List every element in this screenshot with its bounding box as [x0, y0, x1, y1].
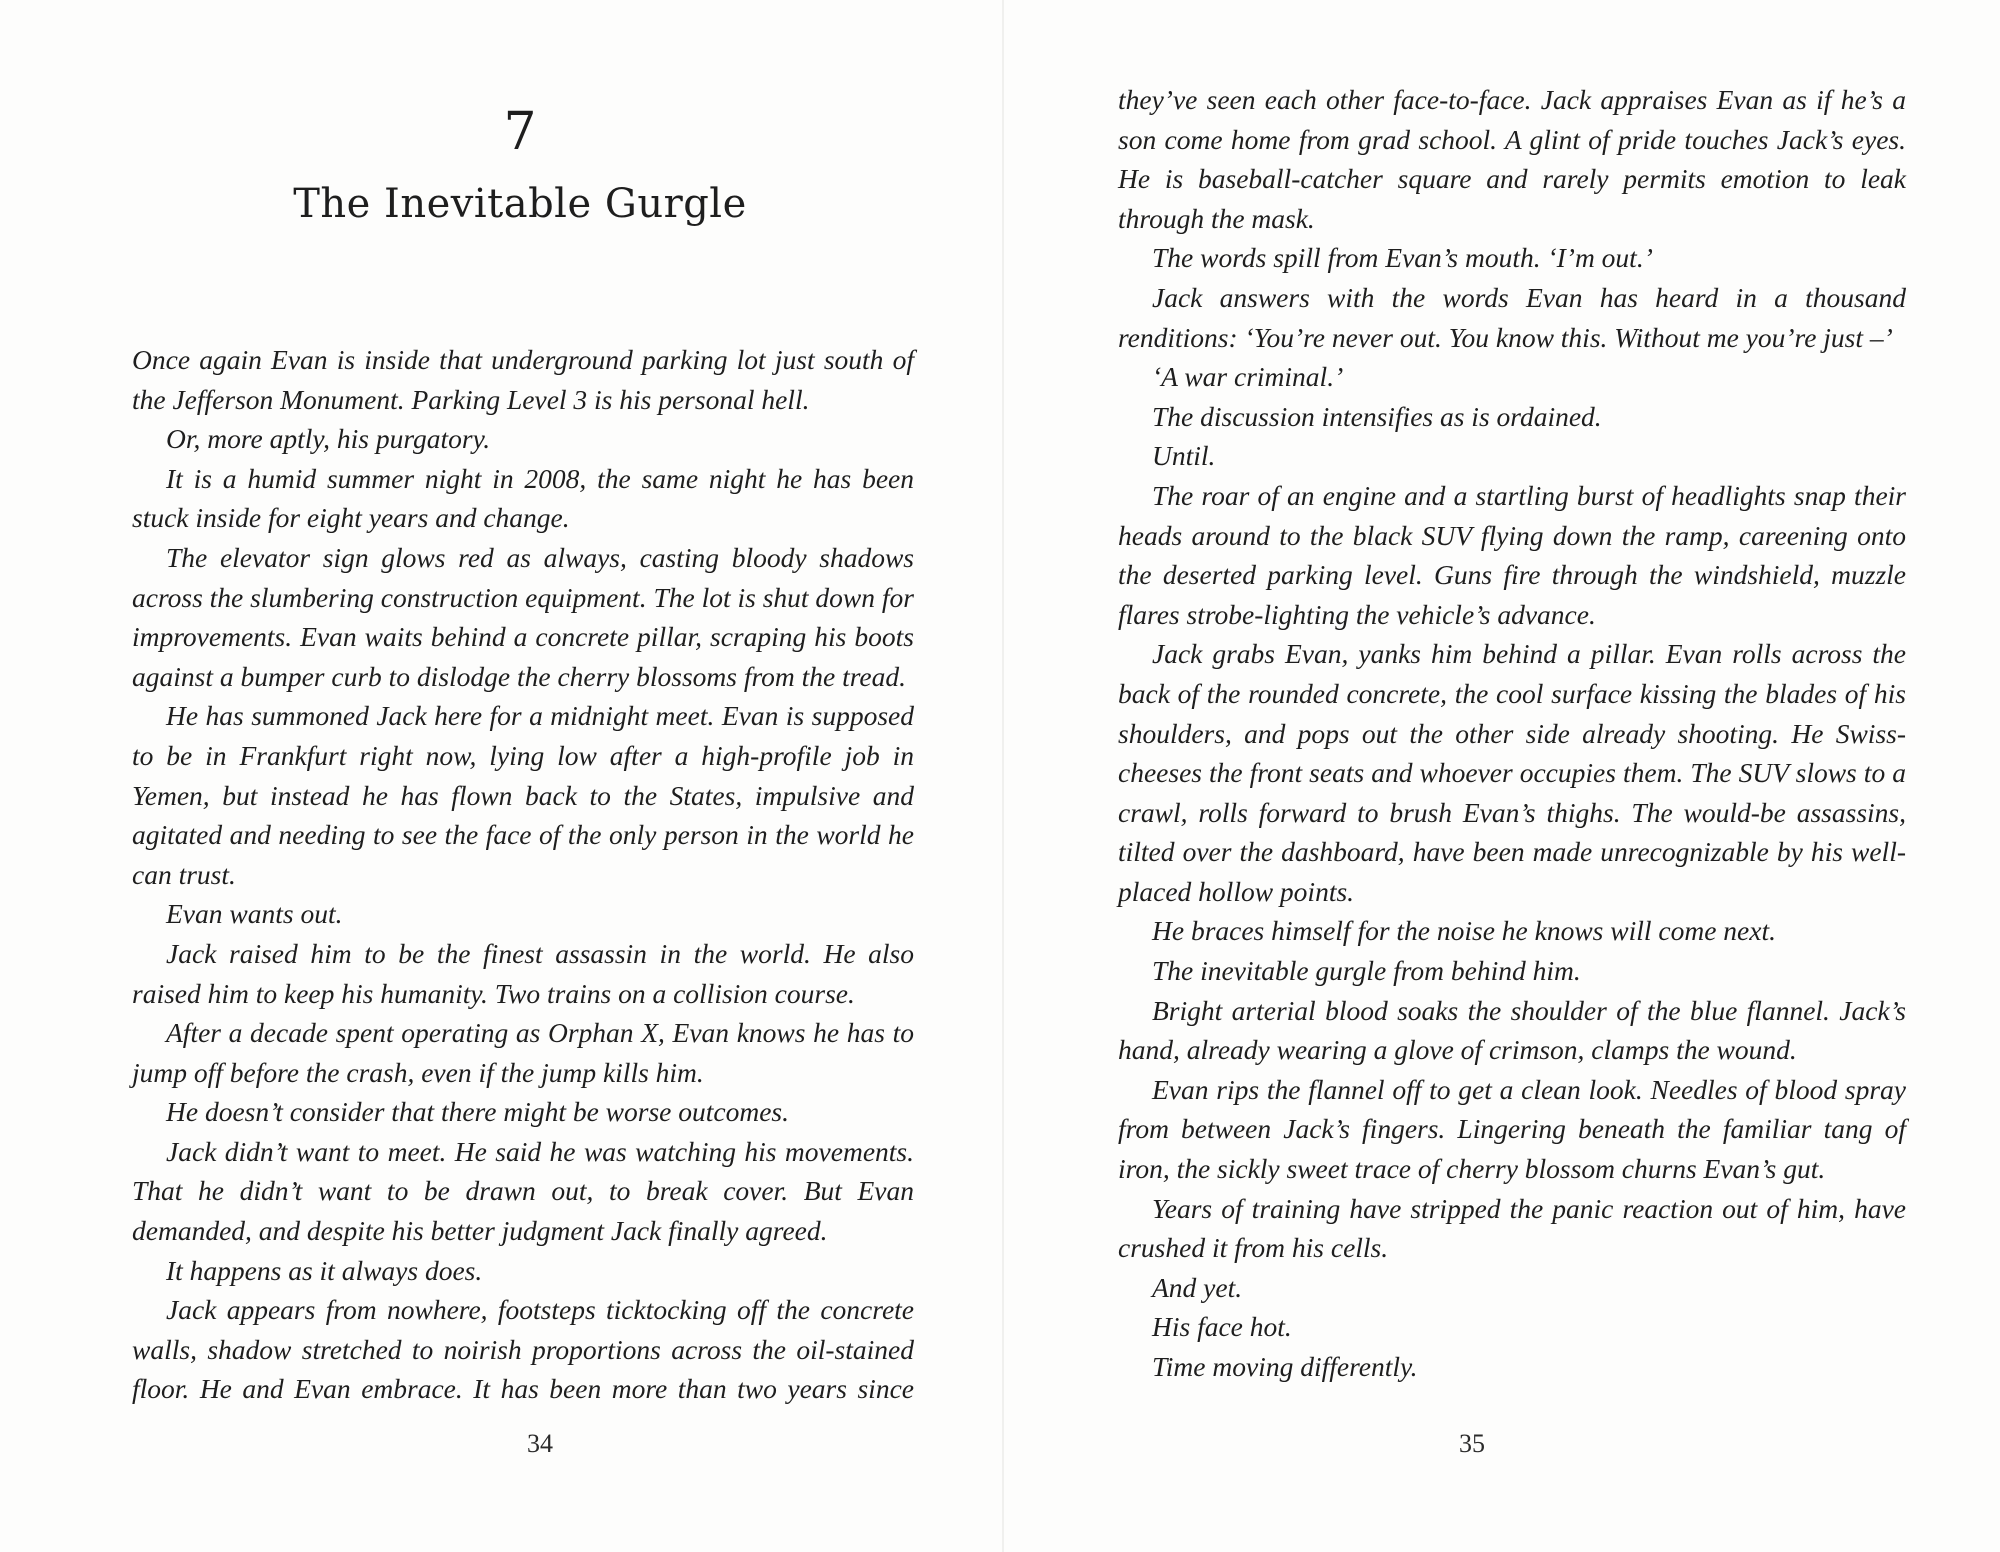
paragraph: The words spill from Evan’s mouth. ‘I’m out.’	[1152, 242, 1653, 274]
paragraph: He braces himself for the noise he knows will come next.	[1152, 915, 1776, 947]
paragraph: Jack answers with the words Evan has heard in a thousand renditions: ‘You’re never out. You know this. Without me you’re just –’	[1118, 281, 1906, 353]
paragraph: Jack didn’t want to meet. He said he was watching his movements. That he didn’t want to be drawn out, to break cover. But Evan demanded, and despite his better judgment Jack finally agreed.	[132, 1135, 914, 1247]
chapter-heading	[130, 100, 910, 232]
paragraph: Time moving differently.	[1152, 1351, 1418, 1382]
paragraph: It happens as it always does.	[166, 1254, 483, 1286]
paragraph: It is a humid summer night in 2008, the same night he has been stuck inside for eight years and change.	[132, 462, 914, 534]
page-number: 35	[1459, 1429, 1485, 1458]
right-page	[1004, 0, 2000, 1552]
chapter-number: 7	[503, 102, 537, 162]
paragraph: He doesn’t consider that there might be worse outcomes.	[166, 1096, 789, 1128]
paragraph: Evan wants out.	[166, 898, 343, 930]
paragraph: His face hot.	[1152, 1311, 1292, 1343]
paragraph: Until.	[1152, 440, 1216, 472]
paragraph: Years of training have stripped the panic reaction out of him, have crushed it from his cells.	[1118, 1192, 1906, 1264]
left-page-text	[132, 340, 914, 1409]
paragraph: The inevitable gurgle from behind him.	[1152, 955, 1581, 987]
paragraph: Or, more aptly, his purgatory.	[166, 423, 491, 455]
paragraph: Jack raised him to be the finest assassin in the world. He also raised him to keep his humanity. Two trains on a collision course.	[132, 937, 914, 1009]
paragraph: He has summoned Jack here for a midnight meet. Evan is supposed to be in Frankfurt right now, lying low after a high-profile job in Yemen, but instead he has flown back to the States, impulsive and agitated and needing to see the face of the only person in the world he can trust.	[132, 700, 914, 890]
paragraph: Bright arterial blood soaks the shoulder of the blue flannel. Jack’s hand, already wearing a glove of crimson, clamps the wound.	[1118, 994, 1906, 1066]
chapter-title: The Inevitable Gurgle	[293, 181, 747, 227]
paragraph: The roar of an engine and a startling burst of headlights snap their heads around to the black SUV flying down the ramp, careening onto the deserted parking level. Guns fire through the windshield, muzzle flares strobe-lighting the vehicle’s advance.	[1118, 479, 1906, 630]
paragraph: they’ve seen each other face-to-face. Jack appraises Evan as if he’s a son come home from grad school. A glint of pride touches Jack’s eyes. He is baseball-catcher square and rarely permits emotion to leak through the mask.	[1118, 84, 1906, 234]
paragraph: After a decade spent operating as Orphan X, Evan knows he has to jump off before the crash, even if the jump kills him.	[132, 1017, 914, 1088]
paragraph: The discussion intensifies as is ordained.	[1152, 400, 1602, 432]
paragraph: The elevator sign glows red as always, casting bloody shadows across the slumbering construction equipment. The lot is shut down for improvements. Evan waits behind a concrete pillar, scraping his boots against a bumper curb to dislodge the cherry blossoms from the tread.	[132, 541, 914, 692]
paragraph: Jack grabs Evan, yanks him behind a pillar. Evan rolls across the back of the rounded concrete, the cool surface kissing the blades of his shoulders, and pops out the other side already shooting. He Swiss-cheeses the front seats and whoever occupies them. The SUV slows to a crawl, rolls forward to brush Evan’s thighs. The would-be assassins, tilted over the dashboard, have been made unrecognizable by his well-placed hollow points.	[1118, 638, 1906, 907]
paragraph: And yet.	[1152, 1271, 1243, 1303]
paragraph: Jack appears from nowhere, footsteps ticktocking off the concrete walls, shadow stretched to noirish proportions across the oil-stained floor. He and Evan embrace. It has been more than two years since	[132, 1294, 914, 1405]
page-number: 34	[527, 1429, 553, 1458]
paragraph: Once again Evan is inside that underground parking lot just south of the Jefferson Monument. Parking Level 3 is his personal hell.	[132, 344, 914, 415]
right-page-text	[1118, 80, 1906, 1387]
paragraph: Evan rips the flannel off to get a clean look. Needles of blood spray from between Jack’s fingers. Lingering beneath the familiar tang of iron, the sickly sweet trace of cherry blossom churns Evan’s gut.	[1118, 1073, 1906, 1185]
paragraph: ‘A war criminal.’	[1152, 361, 1344, 393]
